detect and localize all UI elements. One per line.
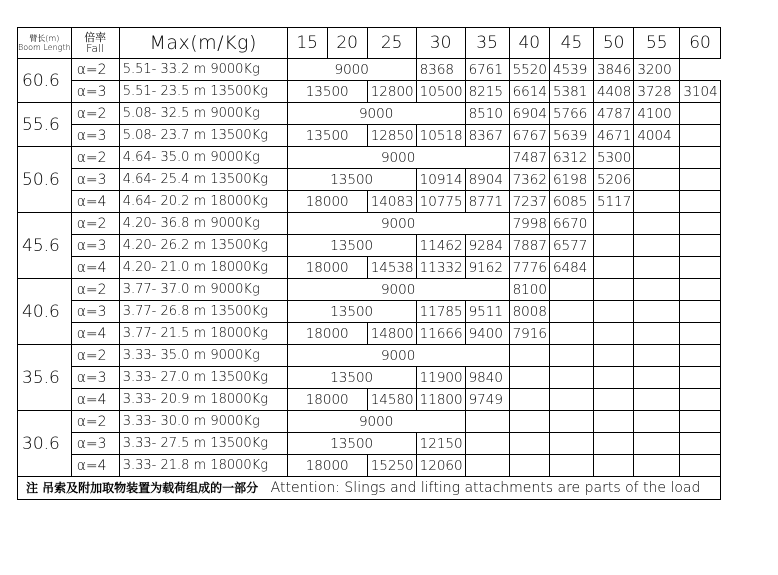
capacity-cell — [680, 235, 720, 257]
capacity-cell — [593, 455, 633, 477]
table-row — [18, 455, 721, 477]
capacity-cell — [634, 147, 680, 169]
capacity-cell: 15250 — [367, 455, 416, 477]
table-row — [18, 411, 721, 433]
capacity-cell: 14580 — [367, 389, 416, 411]
capacity-cell: 4787 — [593, 103, 633, 125]
merged-capacity-cell: 9000 — [287, 147, 509, 169]
capacity-cell — [634, 389, 680, 411]
capacity-cell — [465, 411, 509, 433]
capacity-cell: 12800 — [367, 81, 416, 103]
capacity-cell: 10775 — [416, 191, 465, 213]
radius-header: 25 — [367, 28, 416, 59]
capacity-cell: 9511 — [465, 301, 509, 323]
boom-length-cell: 60.6 — [18, 59, 72, 103]
capacity-cell: 3200 — [634, 59, 680, 81]
capacity-cell: 5206 — [593, 169, 633, 191]
merged-capacity-cell: 9000 — [287, 213, 509, 235]
boom-length-cell: 45.6 — [18, 213, 72, 279]
table-row — [18, 125, 721, 147]
capacity-cell: 6085 — [549, 191, 593, 213]
capacity-cell — [634, 411, 680, 433]
max-cell: 4.64- 20.2 m 18000Kg — [119, 191, 287, 213]
fall-cell: α=2 — [71, 147, 119, 169]
max-cell: 3.33- 20.9 m 18000Kg — [119, 389, 287, 411]
fall-cell: α=2 — [71, 411, 119, 433]
capacity-cell — [680, 191, 720, 213]
fall-cell: α=3 — [71, 301, 119, 323]
capacity-cell — [680, 411, 720, 433]
max-cell: 3.33- 27.0 m 13500Kg — [119, 367, 287, 389]
merged-capacity-cell: 13500 — [287, 125, 367, 147]
capacity-cell — [509, 345, 549, 367]
capacity-cell — [509, 433, 549, 455]
capacity-cell: 6670 — [549, 213, 593, 235]
radius-header: 35 — [465, 28, 509, 59]
max-cell: 4.64- 25.4 m 13500Kg — [119, 169, 287, 191]
max-cell: 3.33- 30.0 m 9000Kg — [119, 411, 287, 433]
merged-capacity-cell: 13500 — [287, 169, 416, 191]
capacity-cell: 5520 — [509, 59, 549, 81]
capacity-cell — [634, 323, 680, 345]
fall-cell: α=3 — [71, 125, 119, 147]
fall-header-en: Fall — [86, 42, 105, 55]
capacity-cell: 11462 — [416, 235, 465, 257]
max-cell: 4.20- 26.2 m 13500Kg — [119, 235, 287, 257]
merged-capacity-cell: 9000 — [287, 345, 509, 367]
merged-capacity-cell: 13500 — [287, 301, 416, 323]
capacity-cell: 11666 — [416, 323, 465, 345]
capacity-cell — [634, 257, 680, 279]
capacity-cell: 3728 — [634, 81, 680, 103]
boom-length-cell: 30.6 — [18, 411, 72, 477]
merged-capacity-cell: 18000 — [287, 191, 367, 213]
merged-capacity-cell: 9000 — [287, 103, 465, 125]
fall-cell: α=2 — [71, 279, 119, 301]
capacity-cell: 11800 — [416, 389, 465, 411]
fall-cell: α=4 — [71, 323, 119, 345]
fall-cell: α=3 — [71, 235, 119, 257]
capacity-cell: 10518 — [416, 125, 465, 147]
capacity-cell: 6484 — [549, 257, 593, 279]
table-row — [18, 389, 721, 411]
capacity-cell — [680, 125, 720, 147]
radius-header: 55 — [634, 28, 680, 59]
capacity-cell — [549, 301, 593, 323]
capacity-cell — [549, 323, 593, 345]
table-row — [18, 81, 721, 103]
capacity-cell: 10914 — [416, 169, 465, 191]
fall-cell: α=3 — [71, 433, 119, 455]
capacity-cell — [465, 455, 509, 477]
table-row — [18, 213, 721, 235]
capacity-cell: 8368 — [416, 59, 465, 81]
capacity-cell: 7487 — [509, 147, 549, 169]
capacity-cell — [680, 389, 720, 411]
capacity-cell: 8510 — [465, 103, 509, 125]
capacity-cell — [549, 411, 593, 433]
capacity-cell: 8771 — [465, 191, 509, 213]
radius-header: 60 — [680, 28, 720, 59]
table-row — [18, 59, 721, 81]
capacity-cell: 5300 — [593, 147, 633, 169]
capacity-cell — [634, 235, 680, 257]
fall-cell: α=3 — [71, 169, 119, 191]
capacity-cell — [680, 455, 720, 477]
capacity-cell: 10500 — [416, 81, 465, 103]
fall-cell: α=4 — [71, 389, 119, 411]
max-cell: 4.20- 36.8 m 9000Kg — [119, 213, 287, 235]
boom-length-cell: 50.6 — [18, 147, 72, 213]
fall-header — [71, 28, 119, 59]
max-cell: 3.77- 21.5 m 18000Kg — [119, 323, 287, 345]
capacity-cell: 11332 — [416, 257, 465, 279]
footer-note — [18, 477, 721, 500]
capacity-cell: 5381 — [549, 81, 593, 103]
capacity-cell: 3846 — [593, 59, 633, 81]
capacity-cell — [509, 455, 549, 477]
capacity-cell: 7776 — [509, 257, 549, 279]
max-cell: 5.51- 33.2 m 9000Kg — [119, 59, 287, 81]
capacity-cell: 6761 — [465, 59, 509, 81]
capacity-cell — [549, 455, 593, 477]
capacity-cell — [593, 235, 633, 257]
boom-length-cell: 35.6 — [18, 345, 72, 411]
capacity-cell — [593, 213, 633, 235]
table-row — [18, 323, 721, 345]
radius-header: 40 — [509, 28, 549, 59]
fall-cell: α=2 — [71, 59, 119, 81]
load-chart-body — [18, 59, 721, 477]
capacity-cell: 9162 — [465, 257, 509, 279]
merged-capacity-cell: 13500 — [287, 235, 416, 257]
capacity-cell: 6904 — [509, 103, 549, 125]
capacity-cell — [593, 323, 633, 345]
capacity-cell: 4100 — [634, 103, 680, 125]
merged-capacity-cell: 18000 — [287, 323, 367, 345]
capacity-cell: 7916 — [509, 323, 549, 345]
merged-capacity-cell: 9000 — [287, 411, 465, 433]
max-cell: 5.51- 23.5 m 13500Kg — [119, 81, 287, 103]
radius-header: 50 — [593, 28, 633, 59]
fall-cell: α=2 — [71, 103, 119, 125]
fall-cell: α=4 — [71, 257, 119, 279]
capacity-cell — [593, 411, 633, 433]
max-cell: 5.08- 32.5 m 9000Kg — [119, 103, 287, 125]
fall-cell: α=3 — [71, 81, 119, 103]
capacity-cell — [593, 345, 633, 367]
max-header: Max(m/Kg) — [119, 28, 287, 59]
capacity-cell — [509, 389, 549, 411]
radius-header: 20 — [327, 28, 367, 59]
capacity-cell: 6767 — [509, 125, 549, 147]
capacity-cell — [549, 367, 593, 389]
boom-length-header — [18, 28, 72, 59]
merged-capacity-cell: 9000 — [287, 59, 416, 81]
capacity-cell — [634, 169, 680, 191]
capacity-cell — [680, 279, 720, 301]
capacity-cell: 11785 — [416, 301, 465, 323]
capacity-cell — [680, 433, 720, 455]
capacity-cell — [634, 191, 680, 213]
max-cell: 4.20- 21.0 m 18000Kg — [119, 257, 287, 279]
capacity-cell — [593, 433, 633, 455]
radius-header: 15 — [287, 28, 327, 59]
capacity-cell — [549, 345, 593, 367]
capacity-cell: 4539 — [549, 59, 593, 81]
merged-capacity-cell: 13500 — [287, 367, 416, 389]
capacity-cell: 3104 — [680, 81, 720, 103]
boom-length-cell: 55.6 — [18, 103, 72, 147]
max-cell: 3.77- 26.8 m 13500Kg — [119, 301, 287, 323]
header-row — [18, 28, 721, 59]
capacity-cell: 6312 — [549, 147, 593, 169]
capacity-cell: 9840 — [465, 367, 509, 389]
capacity-cell — [634, 301, 680, 323]
capacity-cell: 9284 — [465, 235, 509, 257]
merged-capacity-cell: 13500 — [287, 81, 367, 103]
capacity-cell: 7237 — [509, 191, 549, 213]
table-row — [18, 235, 721, 257]
capacity-cell — [634, 433, 680, 455]
capacity-cell: 14083 — [367, 191, 416, 213]
capacity-cell — [549, 389, 593, 411]
capacity-cell: 9749 — [465, 389, 509, 411]
capacity-cell — [634, 213, 680, 235]
capacity-cell — [680, 103, 720, 125]
capacity-cell: 4004 — [634, 125, 680, 147]
merged-capacity-cell: 18000 — [287, 455, 367, 477]
radius-header: 30 — [416, 28, 465, 59]
fall-cell: α=2 — [71, 345, 119, 367]
footer-note-zh: 注 吊索及附加取物装置为载荷组成的一部分 — [26, 481, 259, 495]
capacity-cell: 8100 — [509, 279, 549, 301]
table-row — [18, 169, 721, 191]
capacity-cell — [680, 257, 720, 279]
fall-header-zh: 倍率 — [84, 31, 107, 44]
capacity-cell: 11900 — [416, 367, 465, 389]
fall-cell: α=2 — [71, 213, 119, 235]
capacity-cell — [680, 213, 720, 235]
capacity-cell: 8215 — [465, 81, 509, 103]
capacity-cell — [680, 301, 720, 323]
max-cell: 3.33- 35.0 m 9000Kg — [119, 345, 287, 367]
max-cell: 3.77- 37.0 m 9000Kg — [119, 279, 287, 301]
fall-cell: α=3 — [71, 367, 119, 389]
capacity-cell — [593, 257, 633, 279]
max-cell: 3.33- 27.5 m 13500Kg — [119, 433, 287, 455]
boom-length-header-en: Boom Length — [18, 43, 71, 52]
max-cell: 3.33- 21.8 m 18000Kg — [119, 455, 287, 477]
capacity-cell: 9400 — [465, 323, 509, 345]
capacity-cell: 8367 — [465, 125, 509, 147]
table-row — [18, 257, 721, 279]
capacity-cell — [593, 367, 633, 389]
table-row — [18, 191, 721, 213]
merged-capacity-cell: 18000 — [287, 257, 367, 279]
capacity-cell: 7362 — [509, 169, 549, 191]
capacity-cell — [634, 455, 680, 477]
capacity-cell — [549, 279, 593, 301]
footer-row — [18, 477, 721, 500]
capacity-cell — [509, 411, 549, 433]
capacity-cell — [509, 367, 549, 389]
capacity-cell: 7887 — [509, 235, 549, 257]
load-chart-table — [17, 27, 721, 500]
capacity-cell — [593, 279, 633, 301]
max-cell: 5.08- 23.7 m 13500Kg — [119, 125, 287, 147]
table-row — [18, 367, 721, 389]
fall-cell: α=4 — [71, 455, 119, 477]
boom-length-cell: 40.6 — [18, 279, 72, 345]
table-row — [18, 147, 721, 169]
capacity-cell: 6614 — [509, 81, 549, 103]
capacity-cell — [593, 389, 633, 411]
capacity-cell: 4408 — [593, 81, 633, 103]
capacity-cell: 5117 — [593, 191, 633, 213]
capacity-cell: 8008 — [509, 301, 549, 323]
footer-note-en: Attention: Slings and lifting attachments are parts of the load — [270, 480, 701, 496]
table-row — [18, 433, 721, 455]
capacity-cell — [549, 433, 593, 455]
capacity-cell: 14800 — [367, 323, 416, 345]
boom-length-header-zh: 臂长(m) — [29, 34, 60, 43]
fall-cell: α=4 — [71, 191, 119, 213]
capacity-cell: 8904 — [465, 169, 509, 191]
capacity-cell: 12060 — [416, 455, 465, 477]
capacity-cell: 12150 — [416, 433, 465, 455]
table-row — [18, 301, 721, 323]
capacity-cell: 6198 — [549, 169, 593, 191]
merged-capacity-cell: 18000 — [287, 389, 367, 411]
table-row — [18, 345, 721, 367]
capacity-cell: 7998 — [509, 213, 549, 235]
capacity-cell — [465, 433, 509, 455]
capacity-cell — [680, 169, 720, 191]
capacity-cell — [593, 301, 633, 323]
capacity-cell — [680, 323, 720, 345]
table-row — [18, 279, 721, 301]
capacity-cell — [634, 367, 680, 389]
merged-capacity-cell: 13500 — [287, 433, 416, 455]
radius-header: 45 — [549, 28, 593, 59]
max-cell: 4.64- 35.0 m 9000Kg — [119, 147, 287, 169]
merged-capacity-cell: 9000 — [287, 279, 509, 301]
table-row — [18, 103, 721, 125]
capacity-cell: 5766 — [549, 103, 593, 125]
capacity-cell: 12850 — [367, 125, 416, 147]
capacity-cell: 5639 — [549, 125, 593, 147]
capacity-cell — [680, 367, 720, 389]
capacity-cell — [680, 345, 720, 367]
capacity-cell: 14538 — [367, 257, 416, 279]
capacity-cell — [634, 279, 680, 301]
capacity-cell — [680, 147, 720, 169]
capacity-cell: 4671 — [593, 125, 633, 147]
capacity-cell — [634, 345, 680, 367]
capacity-cell: 6577 — [549, 235, 593, 257]
